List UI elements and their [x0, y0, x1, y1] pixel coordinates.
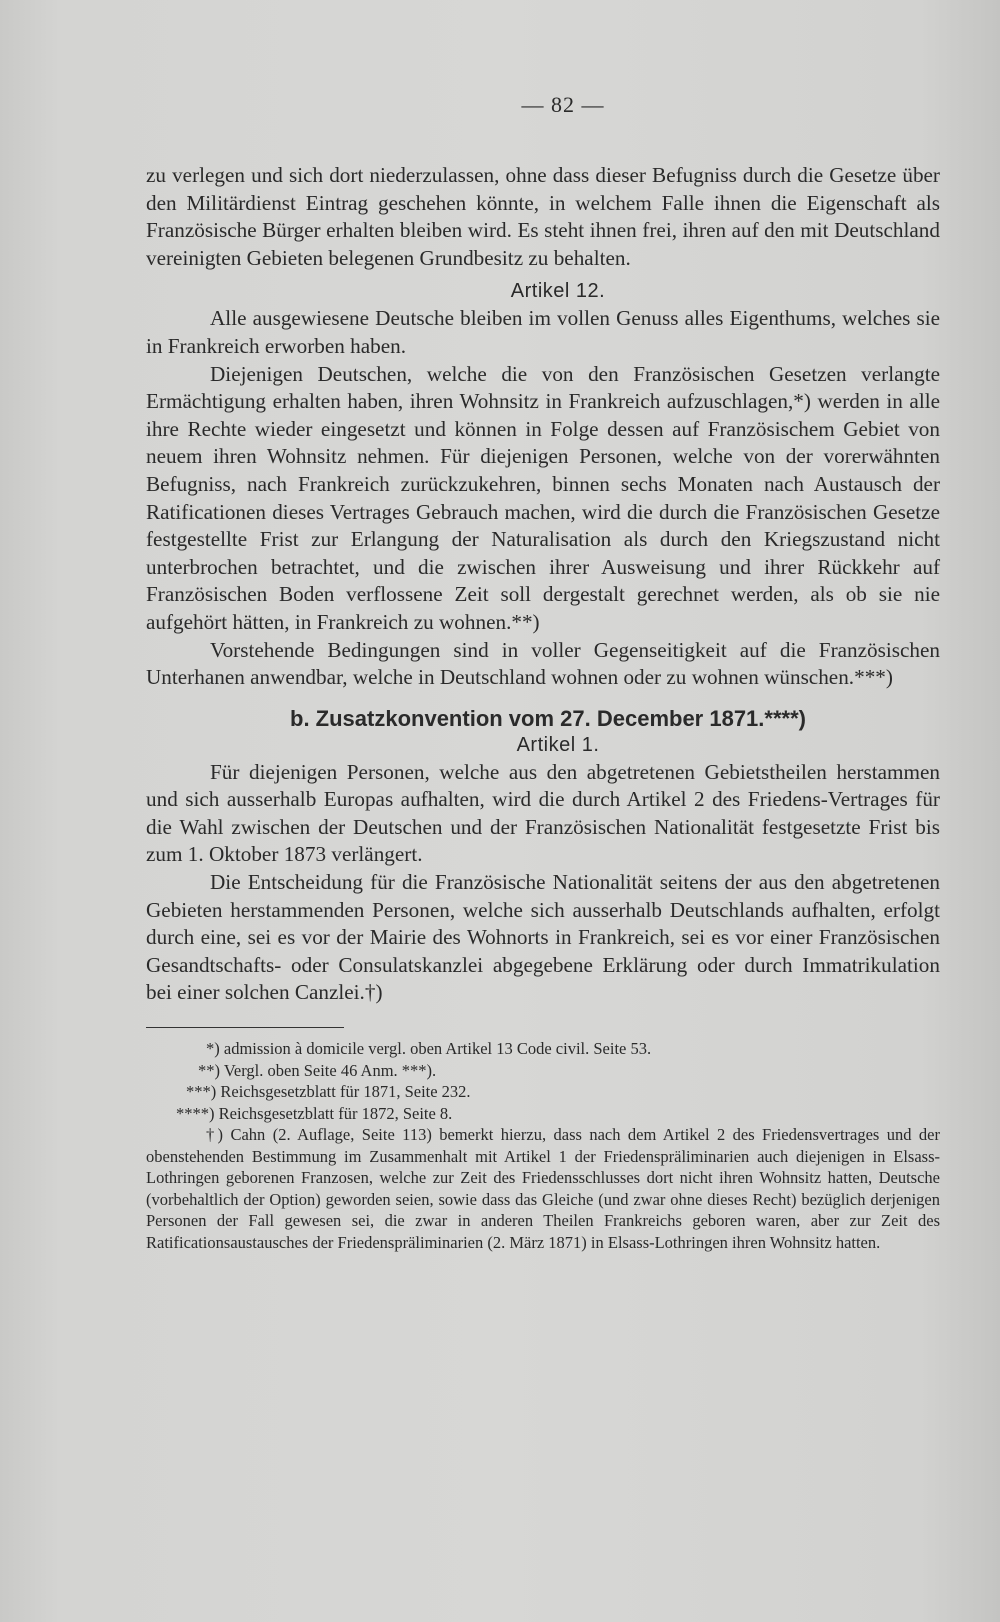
- page-content: [146, 92, 940, 1253]
- footnote-4: ****) Reichsgesetzblatt für 1872, Seite 8.: [176, 1103, 453, 1123]
- article-12-heading: Artikel 12.: [510, 280, 606, 303]
- footnote-1: *) admission à domicile vergl. oben Artikel 13 Code civil. Seite 53.: [206, 1039, 652, 1059]
- page-number: — 82 —: [521, 92, 605, 117]
- section-b-heading: b. Zusatzkonvention vom 27. December 1871.****): [290, 705, 806, 731]
- footnote-5: †) Cahn (2. Auflage, Seite 113) bemerkt hierzu, dass nach dem Artikel 2 des Friedensvertrages und der obenstehenden Bestimmung im Zusammenhalt mit Artikel 1 der Friedenspräliminarien auch diejenigen in Elsass-Lothringen geborenen Franzosen, welche zur Zeit des Friedensschlusses dort nicht ihren Wohnsitz hatten, Deutsche (vorbehaltlich der Option) geworden seien, sowie dass das Gleiche (und zwar ohne dieses Recht) bezüglich derjenigen Personen der Fall gewesen sei, die zwar in anderen Theilen Frankreichs geboren waren, aber zur Zeit des Ratificationsaustausches der Friedenspräliminarien (2. März 1871) in Elsass-Lothringen ihren Wohnsitz hatten.: [146, 1125, 940, 1252]
- paragraph-article-12-c: Vorstehende Bedingungen sind in voller Gegenseitigkeit auf die Französischen Unterhanen anwendbar, welche in Deutschland wohnen oder zu wohnen wünschen.***): [146, 637, 940, 690]
- footnote-divider: [146, 1027, 344, 1028]
- paragraph-article-1-b: Die Entscheidung für die Französische Nationalität seitens der aus den abgetretenen Gebieten herstammenden Personen, welche sich ausserhalb Deutschlands aufhalten, erfolgt durch eine, sei es vor der Mairie des Wohnorts in Frankreich, sei es vor einer Französischen Gesandtschafts- oder Consulatskanzlei abgegebene Erklärung oder durch Immatrikulation bei einer solchen Canzlei.†): [146, 870, 940, 1005]
- paragraph-article-12-b: Diejenigen Deutschen, welche die von den Französischen Gesetzen verlangte Ermächtigung erhalten haben, ihren Wohnsitz in Frankreich aufzuschlagen,*) werden in alle ihre Rechte wieder eingesetzt und können in Folge dessen auf Französischem Gebiet von neuem ihren Wohnsitz nehmen. Für diejenigen Personen, welche von der vorerwähnten Befugniss, nach Frankreich zurückzukehren, binnen sechs Monaten nach Austausch der Ratificationen dieses Vertrages Gebrauch machen, wird die durch die Französischen Gesetze festgestellte Frist zur Erlangung der Naturalisation als durch den Kriegszustand nicht unterbrochen betrachtet, und die zwischen ihrer Ausweisung und ihrer Rückkehr auf Französischen Boden verflossene Zeit soll dergestalt gerechnet werden, als ob sie nie aufgehört hätten, in Frankreich zu wohnen.**): [146, 361, 940, 634]
- paragraph-continuation: zu verlegen und sich dort niederzulassen, ohne dass dieser Befugniss durch die Gesetze über den Militärdienst Eintrag geschehen könnte, in welchem Falle ihnen die Eigenschaft als Französische Bürger erhalten bleiben wird. Es steht ihnen frei, ihren auf den mit Deutschland vereinigten Gebieten belegenen Grundbesitz zu behalten.: [146, 163, 940, 270]
- article-1-heading: Artikel 1.: [516, 733, 600, 756]
- paragraph-article-12-a: Alle ausgewiesene Deutsche bleiben im vollen Genuss alles Eigenthums, welches sie in Frankreich erworben haben.: [146, 306, 940, 358]
- footnote-2: **) Vergl. oben Seite 46 Anm. ***).: [198, 1060, 437, 1080]
- footnote-3: ***) Reichsgesetzblatt für 1871, Seite 232.: [186, 1082, 471, 1102]
- footnotes: [146, 1038, 940, 1253]
- paragraph-article-1-a: Für diejenigen Personen, welche aus den abgetretenen Gebietstheilen herstammen und sich ausserhalb Europas aufhalten, wird die durch Artikel 2 des Friedens-Vertrages für die Wahl zwischen der Deutschen und der Französischen Nationalität festgesetzte Frist bis zum 1. Oktober 1873 verlängert.: [146, 759, 940, 867]
